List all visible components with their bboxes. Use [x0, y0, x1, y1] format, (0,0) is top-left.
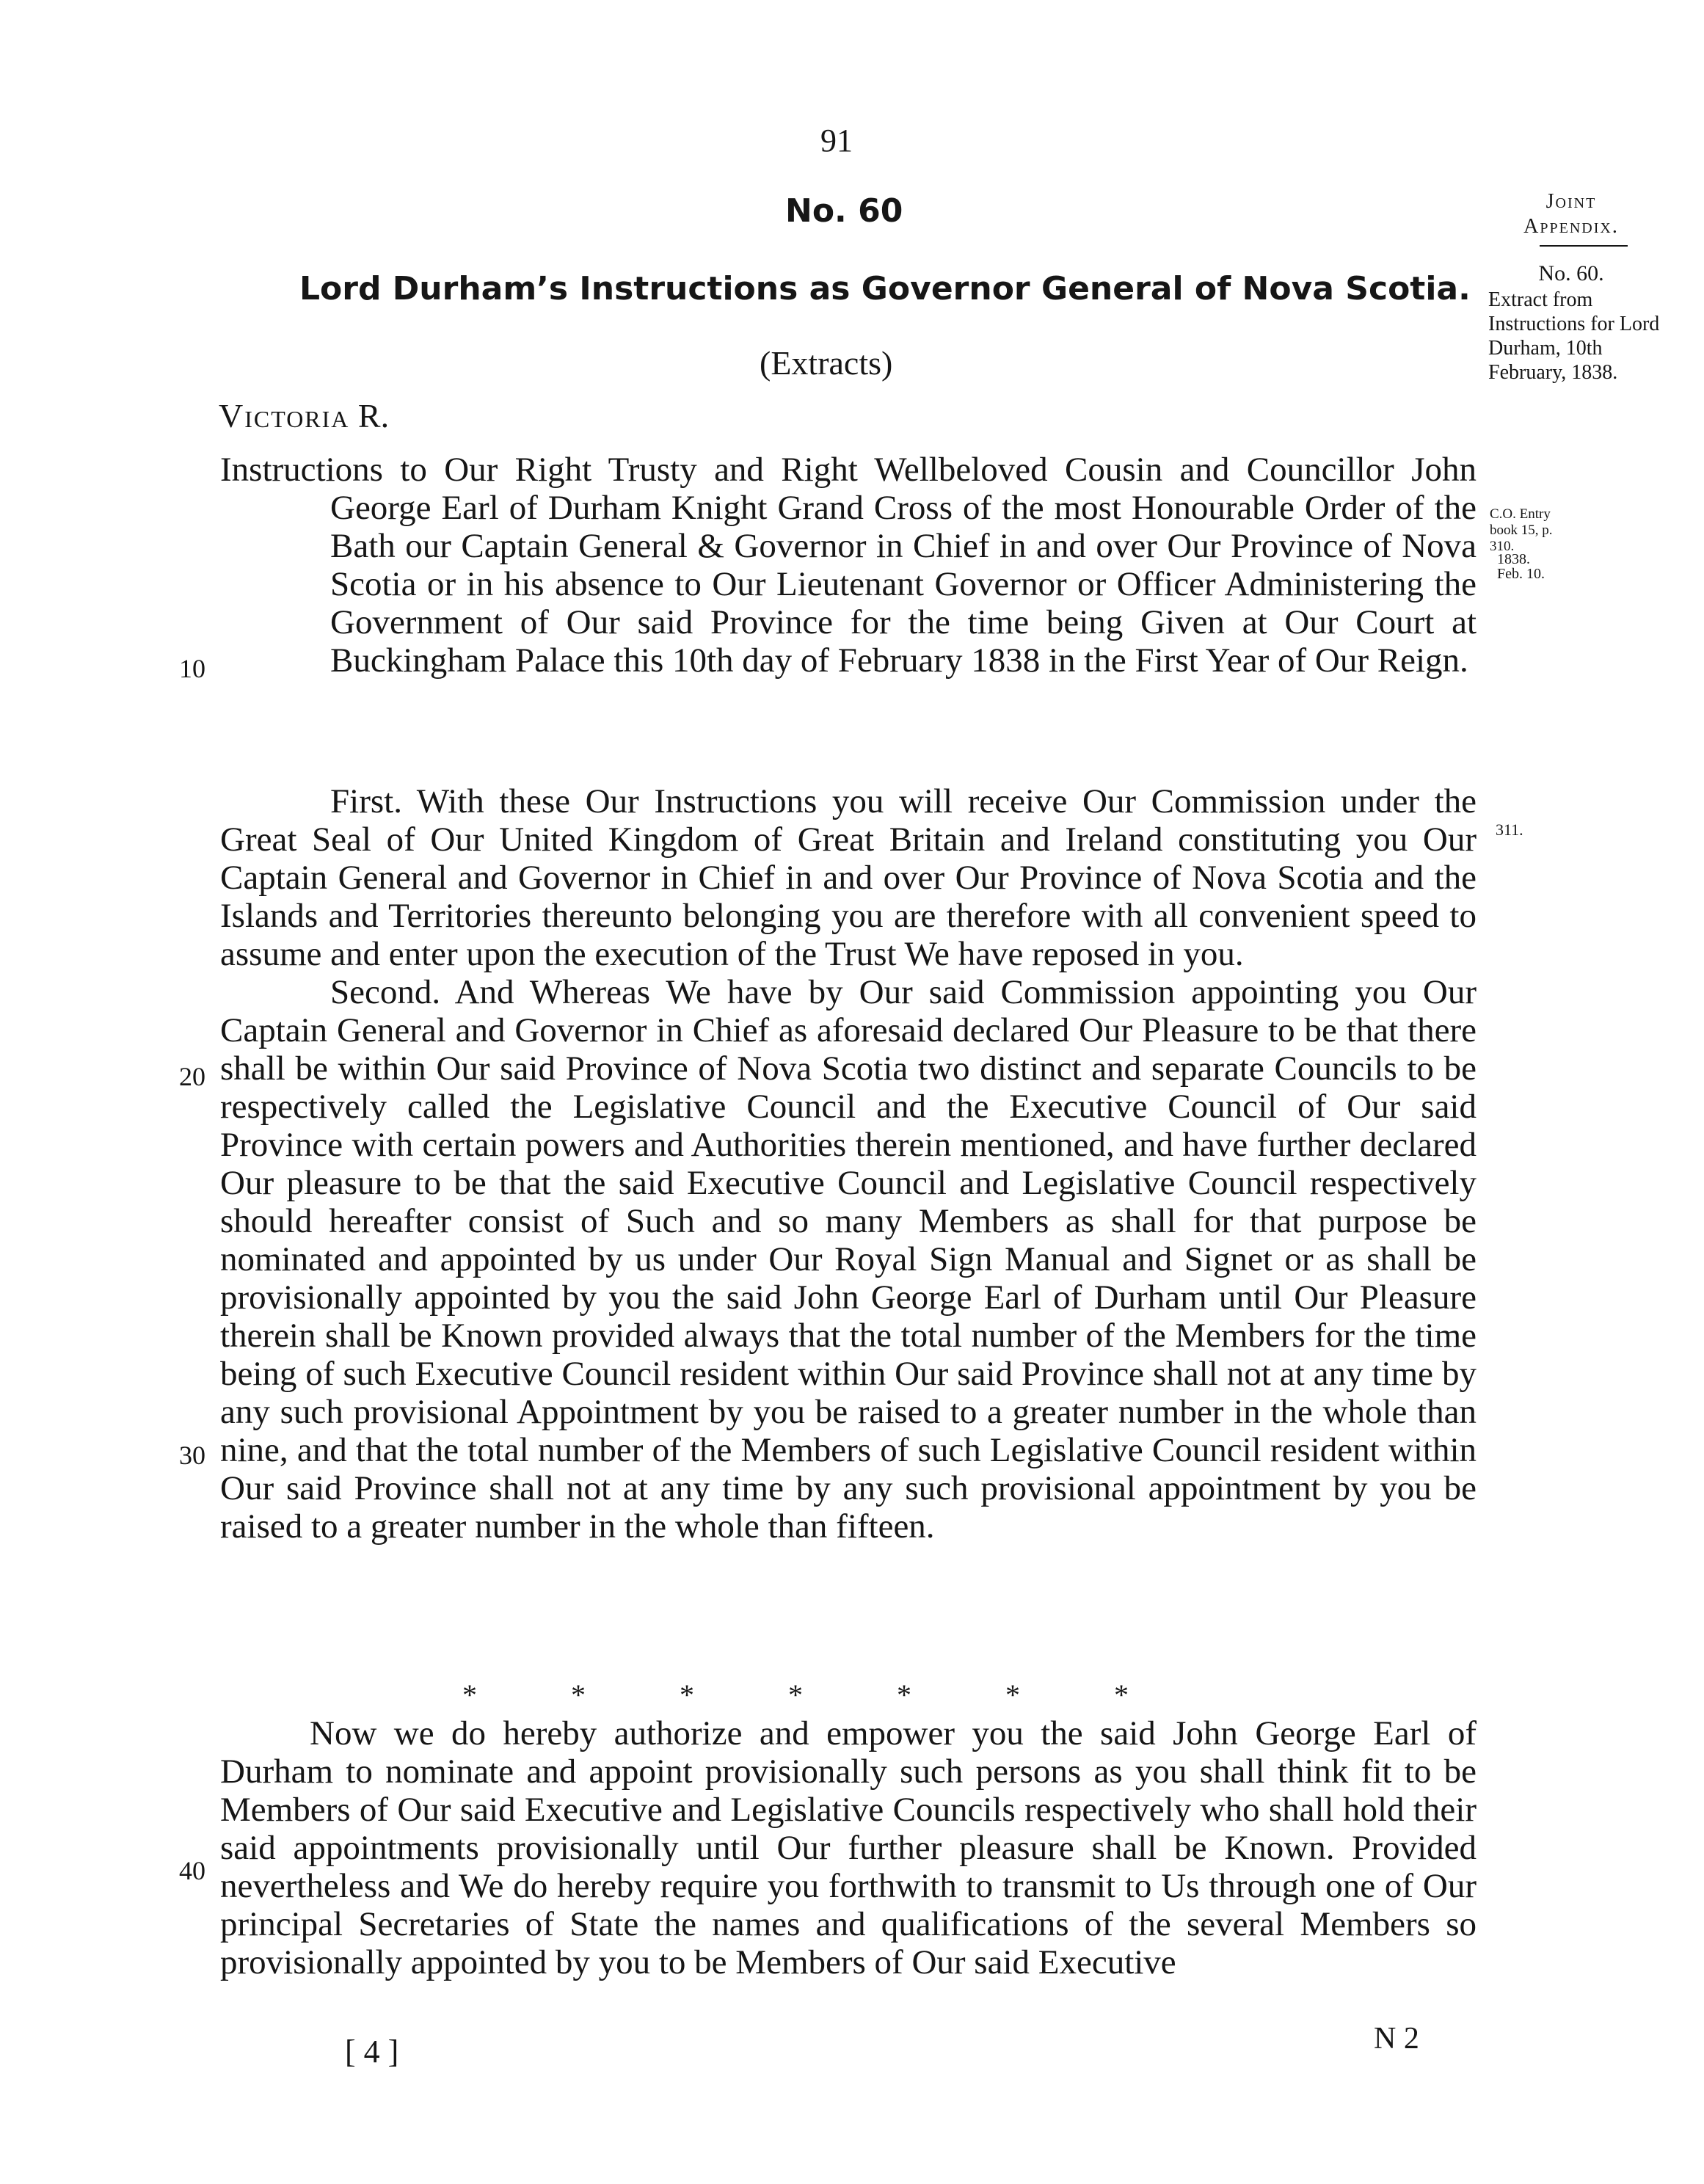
line-number-10: 10 — [179, 654, 205, 683]
body-section-1 — [220, 782, 1477, 1546]
paragraph-first: First. With these Our Instructions you will receive Our Commission under the Great Seal of Our United Kingdom of Great Britain and Ireland constituting you Our Captain General and Governor in Chief in and over Our Province of Nova Scotia and the Islands and Territories thereunto belonging you are therefore with all convenient speed to assume and enter upon the execution of the Trust We have reposed in you. — [220, 782, 1477, 973]
preamble-paragraph — [220, 451, 1477, 680]
footer-signature-mark: [ 4 ] — [345, 2034, 399, 2070]
preamble-text: Instructions to Our Right Trusty and Right Wellbeloved Cousin and Councillor John George Earl of Durham Knight Grand Cross of the most Honourable Order of the Bath our Captain General & Governor in Chief in and over Our Province of Nova Scotia or in his absence to Our Lieutenant Governor or Officer Administering the Government of Our said Province for the time being Given at Our Court at Buckingham Palace this 10th day of February 1838 in the First Year of Our Reign. — [220, 451, 1477, 680]
page-number: 91 — [820, 123, 853, 159]
paragraph-second: Second. And Whereas We have by Our said Commission appointing you Our Captain General and Governor in Chief as aforesaid declared Our Pleasure to be that there shall be within Our said Province of Nova Scotia two distinct and separate Councils to be respectively called the Legislative Council and the Executive Council of Our said Province with certain powers and Authorities therein mentioned, and have further declared Our pleasure to be that the said Executive Council and Legislative Council respectively should hereafter consist of Such and so many Members as shall for that purpose be nominated and appointed by us under Our Royal Sign Manual and Signet or as shall be provisionally appointed by you the said John George Earl of Durham until Our Pleasure therein shall be Known provided always that the total number of the Members for the time being of such Executive Council resident within Our said Province shall not at any time by any such provisional Appointment by you be raised to a greater number in the whole than nine, and that the total number of the Members of such Legislative Council resident within Our said Province shall not at any time by any such provisional appointment by you be raised to a greater number in the whole than fifteen. — [220, 973, 1477, 1546]
margin-co-ref: C.O. Entry book 15, p. 310. — [1490, 506, 1553, 554]
line-number-30: 30 — [179, 1441, 205, 1470]
margin-doc-ref: No. 60. — [1538, 261, 1604, 285]
margin-date-year: 1838. — [1497, 551, 1530, 567]
body-section-2 — [220, 1714, 1477, 1981]
margin-page-ref: 311. — [1496, 820, 1523, 839]
margin-date — [1497, 552, 1570, 581]
ellipsis-stars: * * * * * * * — [462, 1678, 1129, 1711]
line-number-20: 20 — [179, 1062, 205, 1091]
margin-extract-note: Extract from Instructions for Lord Durham, 10th February, 1838. — [1488, 288, 1660, 384]
margin-heading-line1: Joint — [1545, 190, 1597, 213]
margin-heading — [1484, 189, 1659, 239]
document-title: Lord Durham’s Instructions as Governor General of Nova Scotia. — [299, 270, 1471, 307]
paragraph-now: Now we do hereby authorize and empower you the said John George Earl of Durham to nominate and appoint provisionally such persons as you shall think fit to be Members of Our said Executive and Legislative Councils respectively who shall hold their said appointments provisionally until Our further pleasure shall be Known. Provided nevertheless and We do hereby require you forthwith to transmit to Us through one of Our principal Secretaries of State the names and qualifications of the several Members so provisionally appointed by you to be Members of Our said Executive — [220, 1714, 1477, 1981]
margin-heading-line2: Appendix. — [1523, 215, 1619, 238]
line-number-40: 40 — [179, 1856, 205, 1885]
royal-signature — [219, 396, 389, 435]
margin-date-day: Feb. 10. — [1497, 566, 1545, 582]
document-number: No. 60 — [785, 192, 903, 230]
footer-page-mark: N 2 — [1374, 2022, 1419, 2056]
signature-name: Victoria — [219, 397, 350, 434]
margin-rule — [1540, 245, 1628, 247]
signature-initial: R. — [357, 397, 390, 434]
document-subtitle: (Extracts) — [760, 344, 893, 382]
